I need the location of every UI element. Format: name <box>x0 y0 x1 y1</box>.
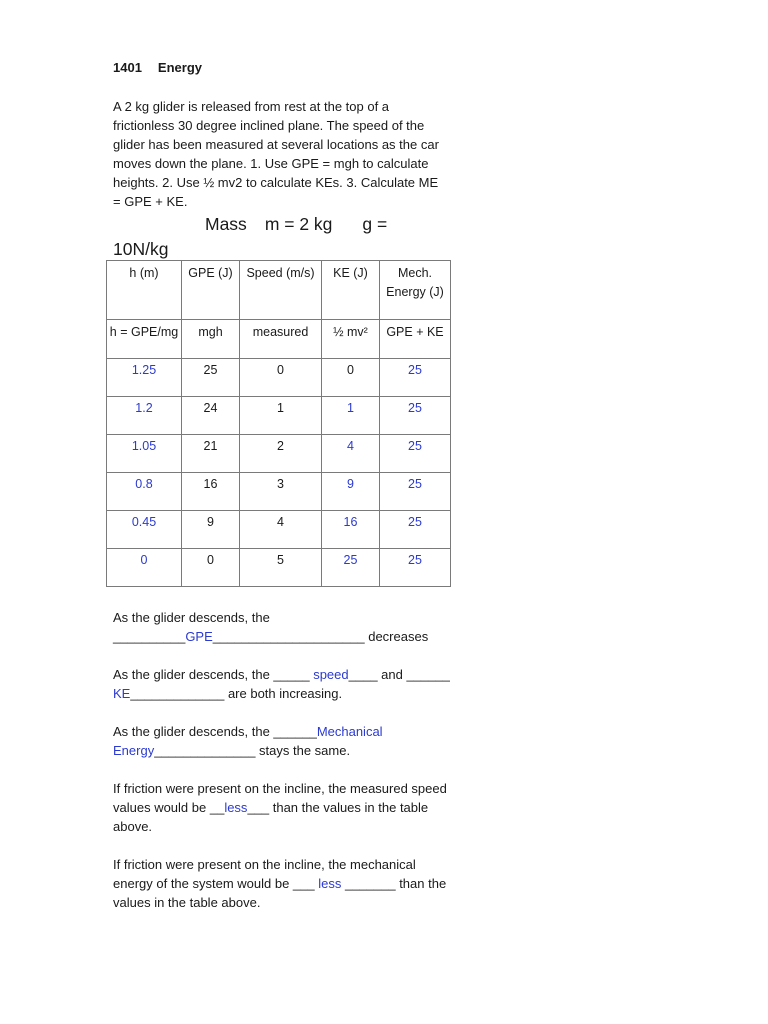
question-friction-energy <box>113 855 453 912</box>
problem-statement: A 2 kg glider is released from rest at the top of a frictionless 30 degree inclined plane. The speed of the glider has been measured at several locations as the car moves down the plane. 1. Use GPE = mgh to calculate heights. 2. Use ½ mv2 to calculate KEs. 3. Calculate ME = GPE + KE. <box>113 99 439 209</box>
cell-mech-energy: 25 <box>380 549 451 587</box>
answer-mech-energy: Mechanical Energy <box>113 724 383 758</box>
cell-speed: 0 <box>240 359 322 397</box>
cell-height: 0.8 <box>107 473 182 511</box>
answer-friction-energy: less <box>318 876 342 891</box>
cell-speed: 2 <box>240 435 322 473</box>
cell-speed: 3 <box>240 473 322 511</box>
cell-speed: 5 <box>240 549 322 587</box>
header-height: h (m) <box>107 261 182 320</box>
cell-mech-energy: 25 <box>380 511 451 549</box>
formula-height: h = GPE/mg <box>107 320 182 359</box>
question-mech-energy <box>113 722 453 760</box>
table-row <box>107 511 451 549</box>
formula-speed: measured <box>240 320 322 359</box>
question-friction-speed <box>113 779 453 836</box>
question-text: ______________ stays the same. <box>154 743 351 758</box>
question-text: ____ and ______ <box>348 667 450 682</box>
answer-ke: KE <box>113 686 131 701</box>
mass-value: m = 2 kg <box>264 214 333 234</box>
mass-label: Mass <box>205 214 247 234</box>
table-row <box>107 435 451 473</box>
table-header-row <box>107 261 451 320</box>
header-gpe: GPE (J) <box>182 261 240 320</box>
cell-gpe: 0 <box>182 549 240 587</box>
answer-speed: speed <box>313 667 349 682</box>
cell-height: 1.2 <box>107 397 182 435</box>
cell-mech-energy: 25 <box>380 473 451 511</box>
cell-ke: 0 <box>322 359 380 397</box>
cell-mech-energy: 25 <box>380 435 451 473</box>
table-row <box>107 359 451 397</box>
table-row <box>107 473 451 511</box>
formula-ke: ½ mv² <box>322 320 380 359</box>
cell-speed: 4 <box>240 511 322 549</box>
answer-friction-speed: less <box>224 800 248 815</box>
table-row <box>107 397 451 435</box>
question-text: If friction were present on the incline, the measured speed values would be __ <box>113 781 447 815</box>
cell-gpe: 24 <box>182 397 240 435</box>
cell-ke: 16 <box>322 511 380 549</box>
cell-height: 0 <box>107 549 182 587</box>
cell-height: 1.05 <box>107 435 182 473</box>
formula-mech-energy: GPE + KE <box>380 320 451 359</box>
question-text: _____________________ decreases <box>212 629 429 644</box>
cell-mech-energy: 25 <box>380 359 451 397</box>
question-text: ___ than the values in the table above. <box>113 800 429 834</box>
cell-speed: 1 <box>240 397 322 435</box>
cell-ke: 1 <box>322 397 380 435</box>
question-text: As the glider descends, the __________ <box>113 610 270 644</box>
table-row <box>107 549 451 587</box>
formula-gpe: mgh <box>182 320 240 359</box>
question-text: As the glider descends, the _____ <box>113 667 314 682</box>
question-text: _______ than the values in the table above. <box>113 876 447 910</box>
worksheet-heading <box>113 60 202 75</box>
question-gpe <box>113 608 453 646</box>
question-text: _____________ are both increasing. <box>130 686 343 701</box>
question-text: As the glider descends, the ______ <box>113 724 317 739</box>
cell-gpe: 9 <box>182 511 240 549</box>
cell-height: 1.25 <box>107 359 182 397</box>
answer-gpe: GPE <box>185 629 213 644</box>
question-speed-ke <box>113 665 453 703</box>
cell-height: 0.45 <box>107 511 182 549</box>
cell-ke: 9 <box>322 473 380 511</box>
cell-ke: 4 <box>322 435 380 473</box>
header-mech-energy: Mech. Energy (J) <box>380 261 451 320</box>
worksheet-number: 1401 <box>113 60 142 75</box>
cell-ke: 25 <box>322 549 380 587</box>
question-text: If friction were present on the incline, the mechanical energy of the system would be ___ <box>113 857 416 891</box>
header-speed: Speed (m/s) <box>240 261 322 320</box>
header-ke: KE (J) <box>322 261 380 320</box>
cell-gpe: 21 <box>182 435 240 473</box>
cell-gpe: 16 <box>182 473 240 511</box>
gravity-value: 10N/kg <box>113 239 169 259</box>
worksheet-title: Energy <box>157 60 202 75</box>
cell-gpe: 25 <box>182 359 240 397</box>
energy-table <box>106 260 451 587</box>
given-values <box>113 212 458 262</box>
cell-mech-energy: 25 <box>380 397 451 435</box>
table-formula-row <box>107 320 451 359</box>
gravity-label: g = <box>362 214 388 234</box>
